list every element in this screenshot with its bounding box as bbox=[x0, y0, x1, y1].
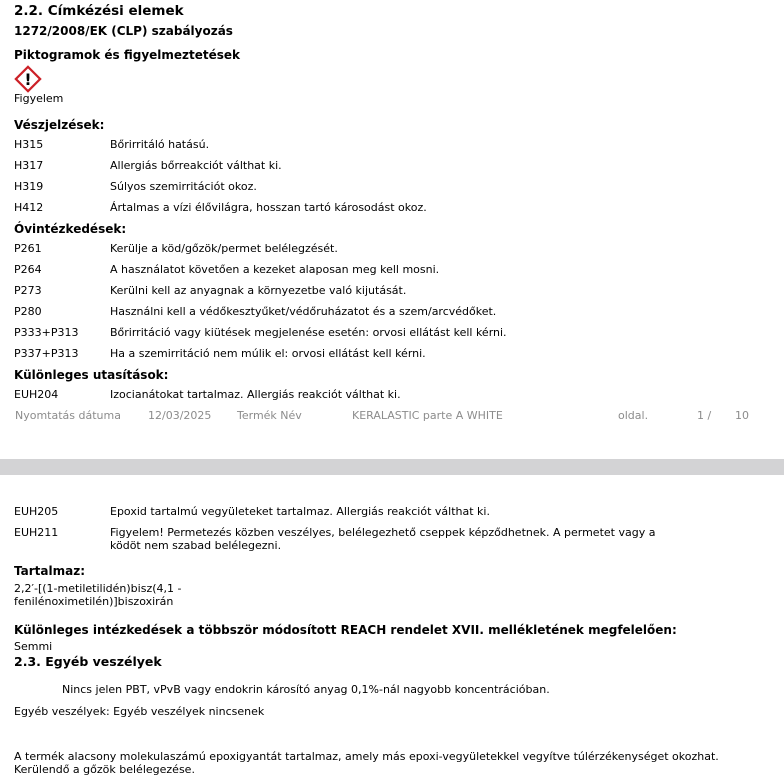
special-code: EUH205 bbox=[14, 505, 59, 518]
hazard-text: Allergiás bőrreakciót válthat ki. bbox=[110, 159, 282, 172]
page-number: 1 / bbox=[697, 409, 712, 422]
product-name-label: Termék Név bbox=[237, 409, 302, 422]
hazard-row bbox=[14, 138, 770, 151]
precaution-text: Kerülni kell az anyagnak a környezetbe való kijutását. bbox=[110, 284, 407, 297]
signal-word: Figyelem bbox=[14, 92, 64, 105]
section-2-3-title: 2.3. Egyéb veszélyek bbox=[14, 654, 162, 669]
special-text: Izocianátokat tartalmaz. Allergiás reakciót válthat ki. bbox=[110, 388, 401, 401]
precaution-code: P280 bbox=[14, 305, 42, 318]
contains-heading: Tartalmaz: bbox=[14, 564, 85, 578]
precaution-code: P264 bbox=[14, 263, 42, 276]
precaution-code: P337+P313 bbox=[14, 347, 79, 360]
hazard-statements-heading: Vészjelzések: bbox=[14, 118, 105, 132]
precaution-text: A használatot követően a kezeket alaposan meg kell mosni. bbox=[110, 263, 440, 276]
page-margin-top bbox=[0, 423, 784, 459]
hazard-code: H319 bbox=[14, 180, 44, 193]
pictograms-heading: Piktogramok és figyelmeztetések bbox=[14, 48, 241, 62]
contains-chemical-line: 2,2′-[(1-metiletilidén)bisz(4,1 - bbox=[14, 582, 182, 595]
precaution-code: P333+P313 bbox=[14, 326, 79, 339]
precaution-row bbox=[14, 263, 770, 276]
special-text: Figyelem! Permetezés közben veszélyes, belélegezhető cseppek képződhetnek. A permetet vagy a ködöt nem szabad belélegezni. bbox=[110, 526, 656, 552]
other-hazards-statement: Egyéb veszélyek: Egyéb veszélyek nincsenek bbox=[14, 705, 265, 718]
page-separator bbox=[0, 459, 784, 475]
pbt-statement: Nincs jelen PBT, vPvB vagy endokrin károsító anyag 0,1%-nál nagyobb koncentrációban. bbox=[62, 683, 550, 696]
precaution-row bbox=[14, 326, 770, 339]
page-label: oldal. bbox=[618, 409, 649, 422]
sds-page-2 bbox=[0, 505, 784, 776]
hazard-row bbox=[14, 180, 770, 193]
precaution-text: Kerülje a köd/gőzök/permet belélegzését. bbox=[110, 242, 338, 255]
epoxy-note-paragraph: A termék alacsony molekulaszámú epoxigyantát tartalmaz, amely más epoxi-vegyületekkel vegyítve túlérzékenységet okozhat. Kerülendő a gőzök belélegezése. bbox=[14, 750, 719, 776]
special-code: EUH204 bbox=[14, 388, 59, 401]
reach-annex-value: Semmi bbox=[14, 640, 53, 653]
page-footer bbox=[14, 409, 770, 423]
page-total: 10 bbox=[735, 409, 749, 422]
precaution-statements-heading: Óvintézkedések: bbox=[14, 222, 127, 236]
pictogram-block bbox=[14, 65, 770, 105]
special-instructions-heading: Különleges utasítások: bbox=[14, 368, 169, 382]
hazard-code: H315 bbox=[14, 138, 44, 151]
special-row bbox=[14, 505, 770, 518]
precaution-code: P273 bbox=[14, 284, 42, 297]
precaution-text: Bőrirritáció vagy kiütések megjelenése esetén: orvosi ellátást kell kérni. bbox=[110, 326, 507, 339]
reach-annex-heading: Különleges intézkedések a többször módosított REACH rendelet XVII. mellékletének megfelelően: bbox=[14, 623, 677, 637]
page-margin-bottom bbox=[0, 475, 784, 505]
special-text: Epoxid tartalmú vegyületeket tartalmaz. Allergiás reakciót válthat ki. bbox=[110, 505, 490, 518]
hazard-row bbox=[14, 201, 770, 214]
print-date-value: 12/03/2025 bbox=[148, 409, 212, 422]
special-code: EUH211 bbox=[14, 526, 59, 539]
hazard-code: H317 bbox=[14, 159, 44, 172]
section-2-2-title: 2.2. Címkézési elemek bbox=[14, 3, 184, 19]
svg-text:!: ! bbox=[24, 70, 32, 90]
precaution-text: Ha a szemirritáció nem múlik el: orvosi ellátást kell kérni. bbox=[110, 347, 426, 360]
hazard-code: H412 bbox=[14, 201, 44, 214]
precaution-code: P261 bbox=[14, 242, 42, 255]
special-row bbox=[14, 388, 770, 401]
product-name-value: KERALASTIC parte A WHITE bbox=[352, 409, 503, 422]
precaution-row bbox=[14, 305, 770, 318]
hazard-text: Ártalmas a vízi élővilágra, hosszan tartó károsodást okoz. bbox=[110, 201, 427, 214]
precaution-text: Használni kell a védőkesztyűket/védőruházatot és a szem/arcvédőket. bbox=[110, 305, 497, 318]
hazard-text: Bőrirritáló hatású. bbox=[110, 138, 210, 151]
hazard-text: Súlyos szemirritációt okoz. bbox=[110, 180, 257, 193]
print-date-label: Nyomtatás dátuma bbox=[15, 409, 121, 422]
precaution-row bbox=[14, 347, 770, 360]
precaution-row bbox=[14, 284, 770, 297]
special-row bbox=[14, 526, 770, 552]
clp-regulation-heading: 1272/2008/EK (CLP) szabályozás bbox=[14, 24, 233, 38]
hazard-row bbox=[14, 159, 770, 172]
contains-chemical-line: fenilénoximetilén)]biszoxirán bbox=[14, 595, 174, 608]
ghs07-exclamation-icon bbox=[14, 65, 42, 93]
precaution-row bbox=[14, 242, 770, 255]
